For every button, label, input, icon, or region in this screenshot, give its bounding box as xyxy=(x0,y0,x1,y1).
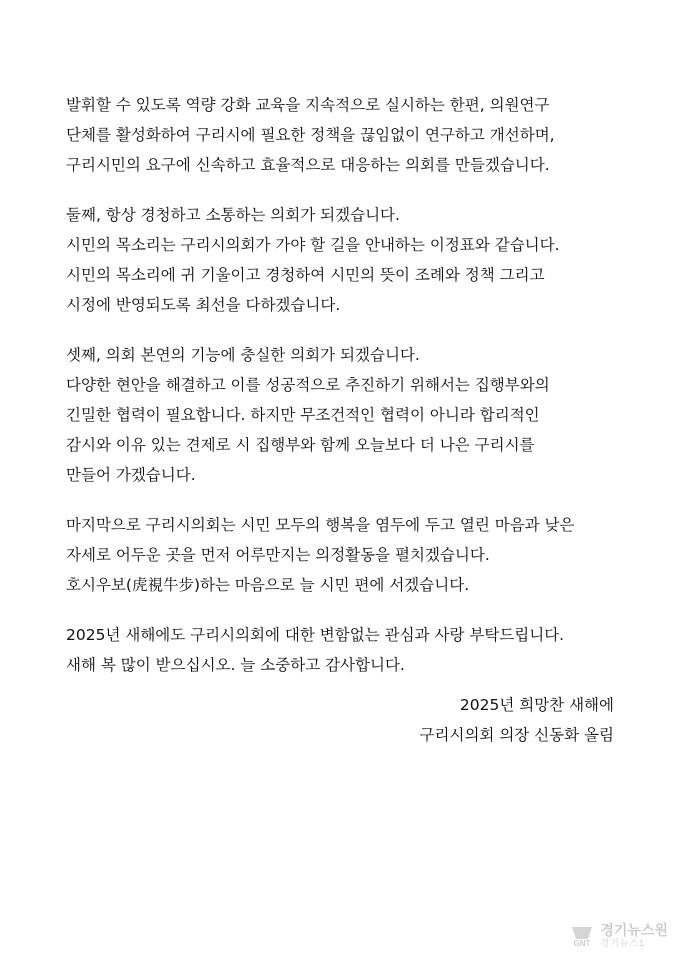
watermark-sub: 경기뉴스1 xyxy=(600,938,646,948)
text-line: 시정에 반영되도록 최선을 다하겠습니다. xyxy=(66,296,341,314)
letter-body xyxy=(66,90,626,700)
text-line: 셋째, 의회 본연의 기능에 충실한 의회가 되겠습니다. xyxy=(66,346,420,364)
watermark-text xyxy=(600,923,668,948)
news-logo-icon xyxy=(568,925,596,947)
text-line: 다양한 현안을 해결하고 이를 성공적으로 추진하기 위해서는 집행부와의 xyxy=(66,376,550,394)
text-line: 시민의 목소리에 귀 기울이고 경청하여 시민의 뜻이 조례와 정책 그리고 xyxy=(66,266,545,284)
text-line: 시민의 목소리는 구리시의회가 가야 할 길을 안내하는 이정표와 같습니다. xyxy=(66,236,560,254)
text-line: 호시우보(虎視牛步)하는 마음으로 늘 시민 편에 서겠습니다. xyxy=(66,576,470,594)
signature-block xyxy=(420,690,614,750)
paragraph-2 xyxy=(66,200,626,320)
signature-date: 2025년 희망찬 새해에 xyxy=(459,696,614,714)
signature-author: 구리시의회 의장 신동화 올림 xyxy=(419,726,614,744)
watermark-main: 경기뉴스원 xyxy=(600,922,668,938)
news-logo-text: GNT xyxy=(573,938,591,947)
text-line: 2025년 새해에도 구리시의회에 대한 변함없는 관심과 사랑 부탁드립니다. xyxy=(66,626,565,644)
paragraph-5 xyxy=(66,620,626,680)
text-line: 구리시민의 요구에 신속하고 효율적으로 대응하는 의회를 만들겠습니다. xyxy=(66,156,550,174)
text-line: 마지막으로 구리시의회는 시민 모두의 행복을 염두에 두고 열린 마음과 낮은 xyxy=(66,516,575,534)
paragraph-1 xyxy=(66,90,626,180)
text-line: 발휘할 수 있도록 역량 강화 교육을 지속적으로 실시하는 한편, 의원연구 xyxy=(66,96,550,114)
text-line: 둘째, 항상 경청하고 소통하는 의회가 되겠습니다. xyxy=(66,206,400,224)
text-line: 만들어 가겠습니다. xyxy=(66,466,196,484)
news-watermark xyxy=(568,923,668,948)
text-line: 긴밀한 협력이 필요합니다. 하지만 무조건적인 협력이 아니라 합리적인 xyxy=(66,406,540,424)
text-line: 자세로 어두운 곳을 먼저 어루만지는 의정활동을 펼치겠습니다. xyxy=(66,546,490,564)
text-line: 새해 복 많이 받으십시오. 늘 소중하고 감사합니다. xyxy=(66,656,405,674)
paragraph-3 xyxy=(66,340,626,490)
paragraph-4 xyxy=(66,510,626,600)
text-line: 단체를 활성화하여 구리시에 필요한 정책을 끊임없이 연구하고 개선하며, xyxy=(66,126,555,144)
text-line: 감시와 이유 있는 견제로 시 집행부와 함께 오늘보다 더 나은 구리시를 xyxy=(66,436,535,454)
